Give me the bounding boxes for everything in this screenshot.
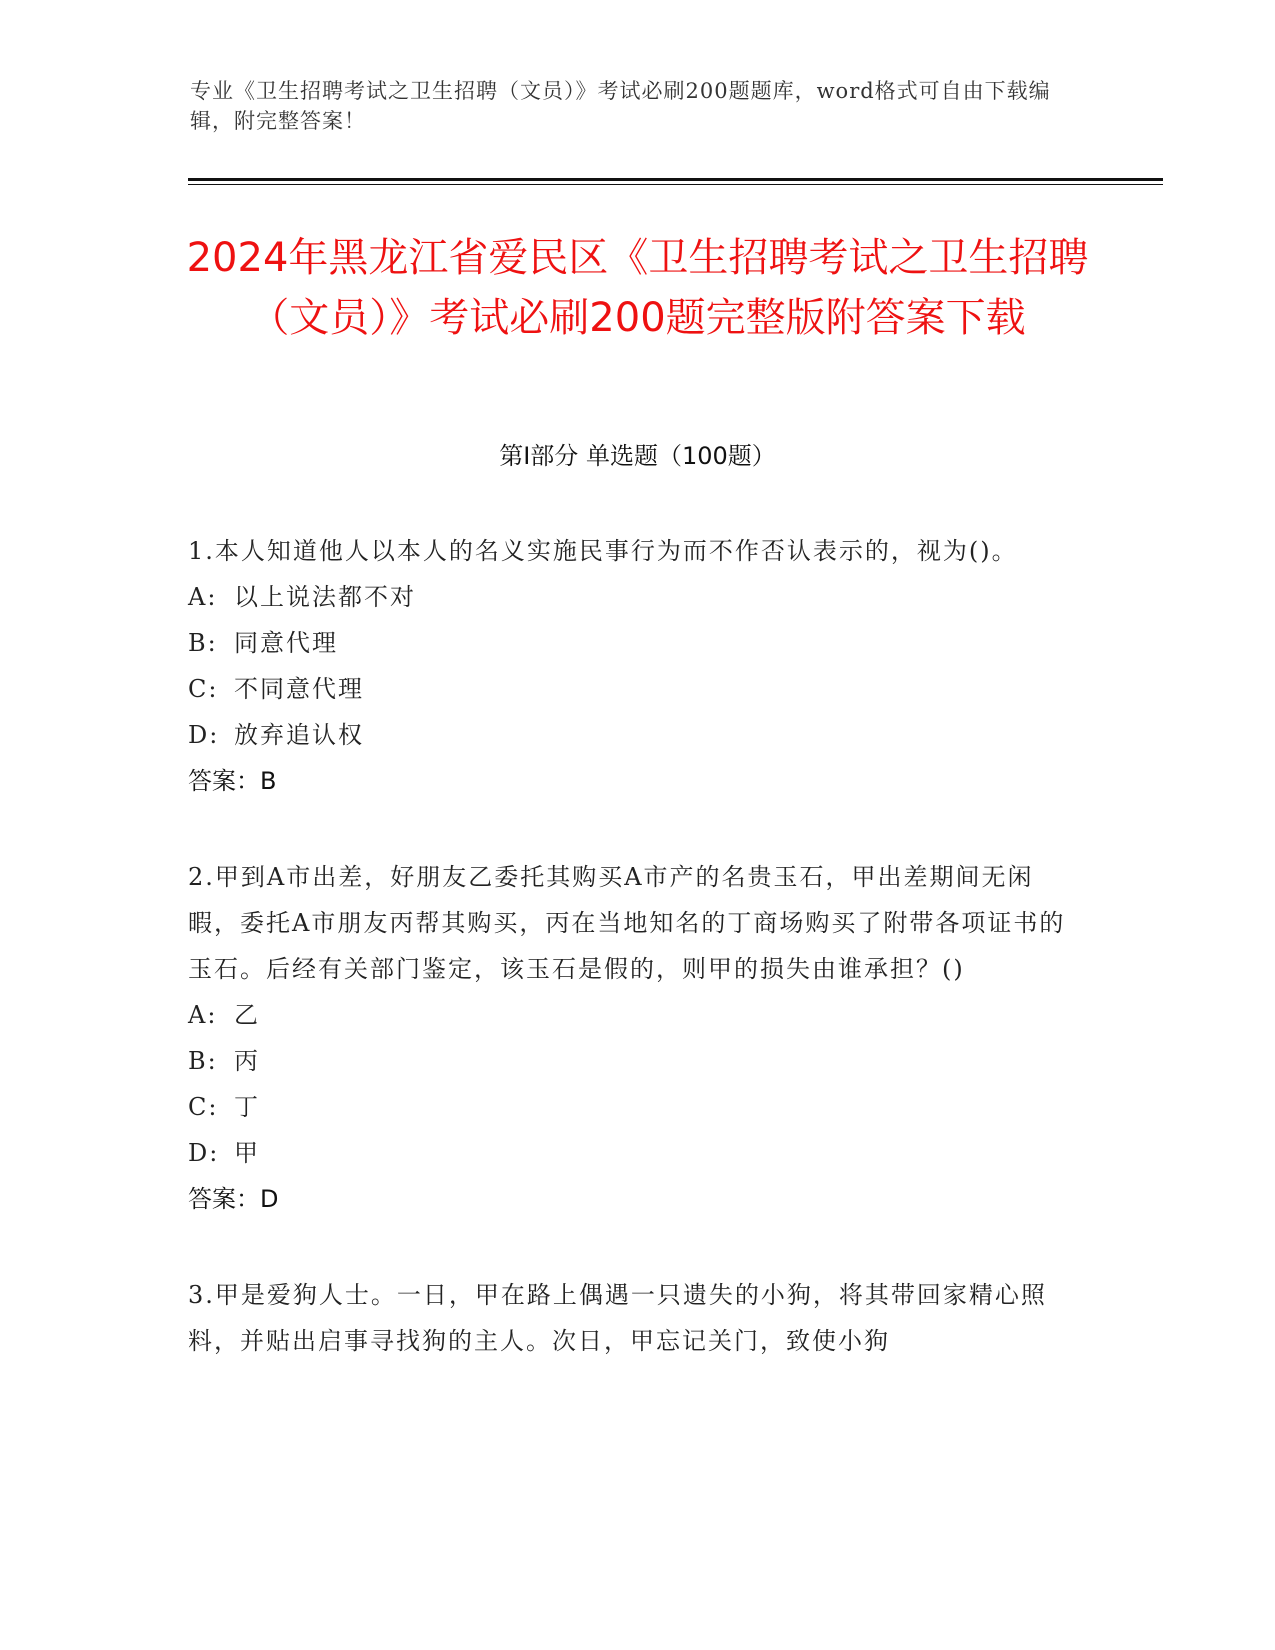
- question-2: [188, 854, 1078, 1222]
- header-divider-thick: [188, 178, 1163, 181]
- option-key: D:: [188, 721, 220, 749]
- option-key: B:: [188, 1047, 218, 1075]
- option-text: 甲: [234, 1139, 260, 1167]
- option-a: [188, 992, 1078, 1038]
- answer-label: 答案：D: [188, 1185, 279, 1213]
- option-d: [188, 712, 1078, 758]
- option-key: D:: [188, 1139, 220, 1167]
- option-text: 以上说法都不对: [234, 583, 416, 611]
- option-key: B:: [188, 629, 218, 657]
- option-b: [188, 620, 1078, 666]
- option-b: [188, 1038, 1078, 1084]
- option-key: C:: [188, 675, 219, 703]
- option-c: [188, 666, 1078, 712]
- question-stem: 2.甲到A市出差，好朋友乙委托其购买A市产的名贵玉石，甲出差期间无闲暇，委托A市朋友丙帮其购买，丙在当地知名的丁商场购买了附带各项证书的玉石。后经有关部门鉴定，该玉石是假的，则甲的损失由谁承担？(): [188, 863, 1066, 983]
- option-c: [188, 1084, 1078, 1130]
- option-key: A:: [188, 1001, 218, 1029]
- question-1: [188, 528, 1078, 804]
- option-text: 乙: [234, 1001, 260, 1029]
- header-note: 专业《卫生招聘考试之卫生招聘（文员）》考试必刷200题题库，word格式可自由下载编辑，附完整答案！: [190, 79, 1051, 133]
- answer-label: 答案：B: [188, 767, 277, 795]
- option-text: 不同意代理: [234, 675, 364, 703]
- option-a: [188, 574, 1078, 620]
- option-text: 丁: [234, 1093, 260, 1121]
- question-list: [188, 528, 1078, 1414]
- header-divider-thin: [188, 184, 1163, 185]
- section-heading: 第I部分 单选题（100题）: [499, 442, 776, 470]
- option-key: A:: [188, 583, 218, 611]
- question-stem: 3.甲是爱狗人士。一日，甲在路上偶遇一只遗失的小狗，将其带回家精心照料，并贴出启事寻找狗的主人。次日，甲忘记关门，致使小狗: [188, 1281, 1047, 1355]
- question-3: [188, 1272, 1078, 1364]
- option-text: 放弃追认权: [234, 721, 364, 749]
- option-key: C:: [188, 1093, 219, 1121]
- document-title: 2024年黑龙江省爱民区《卫生招聘考试之卫生招聘（文员）》考试必刷200题完整版附答案下载: [186, 235, 1089, 341]
- option-d: [188, 1130, 1078, 1176]
- question-stem: 1.本人知道他人以本人的名义实施民事行为而不作否认表示的，视为()。: [188, 537, 1018, 565]
- option-text: 丙: [234, 1047, 260, 1075]
- option-text: 同意代理: [234, 629, 338, 657]
